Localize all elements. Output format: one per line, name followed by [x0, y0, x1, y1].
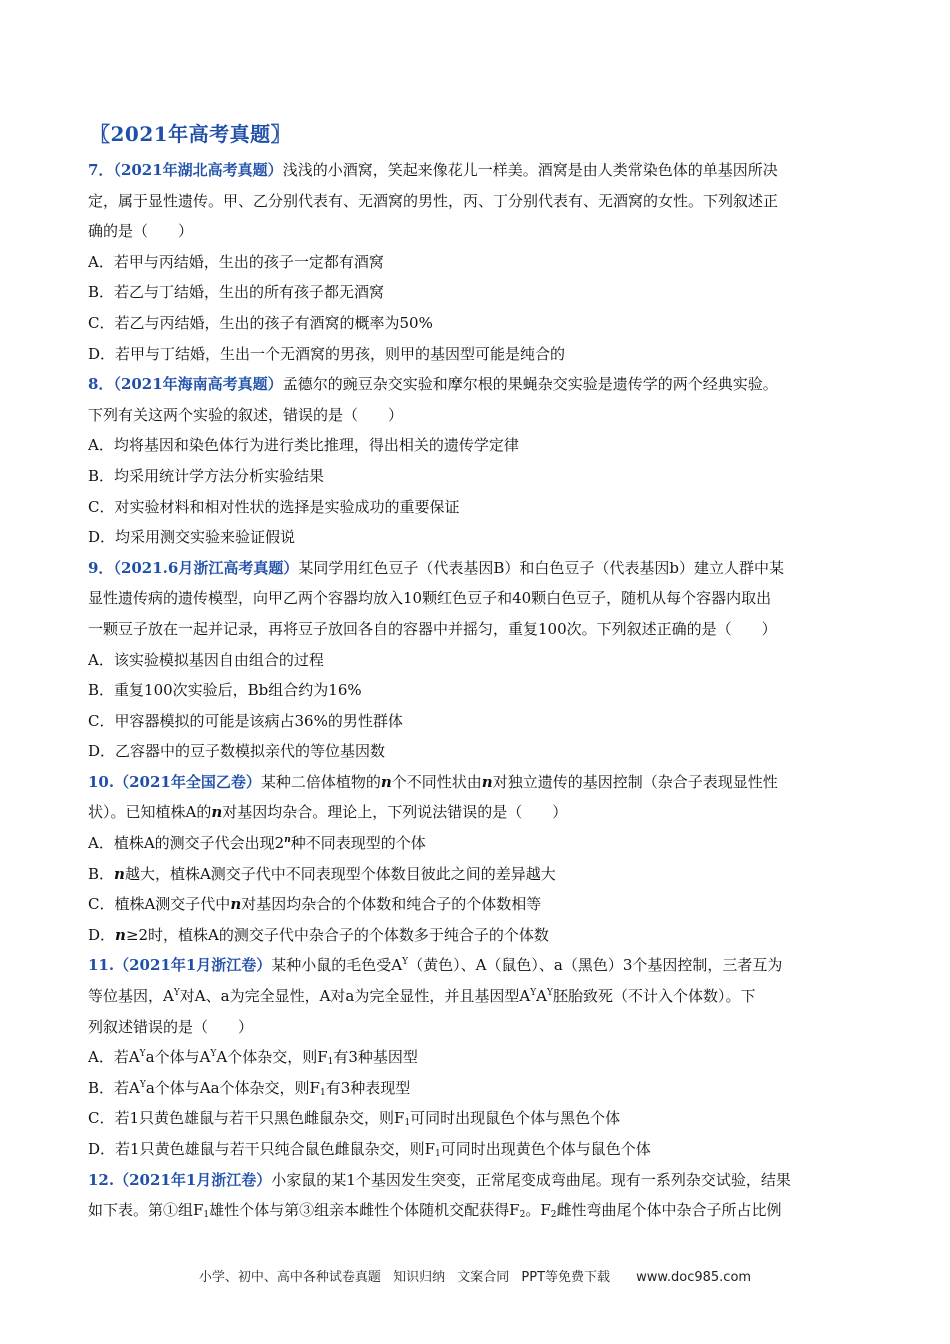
question-source: （2021年海南高考真题）	[113, 375, 283, 394]
superscript-y: Y	[139, 1049, 146, 1060]
option-text: A．若A	[88, 1048, 140, 1067]
option-c: C．若乙与丙结婚，生出的孩子有酒窝的概率为50%	[88, 313, 433, 332]
option-text: a个体与Aa个体杂交，则F	[145, 1078, 320, 1097]
option-d: D．若甲与丁结婚，生出一个无酒窝的男孩，则甲的基因型可能是纯合的	[88, 344, 566, 363]
variable-n: n	[380, 772, 392, 791]
option-text: C．若1只黄色雄鼠与若干只黑色雌鼠杂交，则F	[88, 1109, 405, 1128]
question-stem: 。F	[525, 1201, 551, 1220]
option-b	[88, 1073, 868, 1104]
question-stem: 下列有关这两个实验的叙述，错误的是（ ）	[88, 405, 404, 424]
option-text: 对基因均杂合的个体数和纯合子的个体数相等	[241, 895, 542, 914]
question-stem: 对A、a为完全显性，A对a为完全显性，并且基因型A	[179, 987, 531, 1006]
option-text: D．	[88, 925, 116, 944]
option-text: 种不同表现型的个体	[290, 834, 426, 853]
question-stem: 对基因均杂合。理论上，下列说法错误的是（ ）	[222, 803, 568, 822]
option-b	[88, 859, 868, 890]
subscript-2: 2	[550, 1210, 557, 1221]
question-stem: 小家鼠的某1个基因发生突变，正常尾变成弯曲尾。现有一系列杂交试验，结果	[271, 1170, 791, 1189]
question-stem: 胚胎致死（不计入个体数）。下	[552, 987, 756, 1006]
superscript-y: Y	[210, 1049, 217, 1060]
subscript-1: 1	[203, 1210, 210, 1221]
option-d	[88, 920, 868, 951]
subscript-2: 2	[519, 1210, 526, 1221]
superscript-y: Y	[530, 988, 537, 999]
superscript-y: Y	[546, 988, 553, 999]
question-number: 7．	[88, 161, 114, 179]
question-stem: 某种二倍体植物的	[260, 772, 381, 791]
superscript-y: Y	[173, 988, 180, 999]
option-d: D．乙容器中的豆子数模拟亲代的等位基因数	[88, 742, 386, 761]
question-stem: 列叙述错误的是（ ）	[88, 1017, 254, 1036]
question-source: （2021年湖北高考真题）	[113, 161, 283, 179]
document-page	[88, 118, 868, 1226]
footer-text: PPT等免费下载	[521, 1270, 611, 1285]
question-source: （2021.6月浙江高考真题）	[113, 558, 299, 577]
question-stem: 雄性个体与第③组亲本雌性个体随机交配获得F	[209, 1201, 520, 1220]
option-text: 可同时出现鼠色个体与黑色个体	[410, 1109, 621, 1128]
option-d	[88, 1134, 868, 1165]
subscript-1: 1	[404, 1118, 411, 1129]
option-text: 越大，植株A测交子代中不同表现型个体数目彼此之间的差异越大	[124, 864, 556, 883]
question-8	[88, 369, 868, 553]
question-number: 10.	[88, 772, 115, 791]
option-text: D．若1只黄色雄鼠与若干只纯合鼠色雌鼠杂交，则F	[88, 1140, 435, 1158]
question-number: 9．	[88, 558, 114, 577]
question-stem: 显性遗传病的遗传模型，向甲乙两个容器均放入10颗红色豆子和40颗白色豆子，随机从每个容器内取出	[88, 589, 772, 608]
question-11	[88, 950, 868, 1164]
question-stem: 雌性弯曲尾个体中杂合子所占比例	[556, 1201, 782, 1220]
subscript-1: 1	[319, 1087, 326, 1098]
subscript-1: 1	[327, 1057, 334, 1068]
variable-n: n	[481, 772, 493, 791]
question-stem: 对独立遗传的基因控制（杂合子表现显性性	[492, 772, 778, 791]
option-a: A．该实验模拟基因自由组合的过程	[88, 650, 324, 669]
footer-link[interactable]: www.doc985.com	[636, 1270, 752, 1285]
footer-text: 小学、初中、高中各种试卷真题	[198, 1270, 381, 1285]
option-b: B．均采用统计学方法分析实验结果	[88, 466, 325, 485]
option-text: A个体杂交，则F	[216, 1048, 328, 1067]
question-10	[88, 767, 868, 951]
question-stem: 定，属于显性遗传。甲、乙分别代表有、无酒窝的男性，丙、丁分别代表有、无酒窝的女性。下列叙述正	[88, 191, 779, 210]
option-text: 有3种基因型	[333, 1048, 418, 1067]
variable-n: n	[284, 835, 291, 846]
option-c: C．甲容器模拟的可能是该病占36%的男性群体	[88, 711, 403, 730]
option-text: A．植株A的测交子代会出现2	[88, 834, 285, 853]
question-number: 11.	[88, 956, 115, 975]
option-a: A．均将基因和染色体行为进行类比推理，得出相关的遗传学定律	[88, 436, 519, 455]
superscript-y: Y	[402, 957, 409, 968]
option-a: A．若甲与丙结婚，生出的孩子一定都有酒窝	[88, 252, 384, 271]
question-stem: 个不同性状由	[391, 772, 482, 791]
option-b: B．重复100次实验后，Bb组合约为16%	[88, 681, 362, 700]
question-stem: 某同学用红色豆子（代表基因B）和白色豆子（代表基因b）建立人群中某	[298, 558, 784, 577]
question-source: （2021年1月浙江卷）	[114, 956, 272, 975]
option-text: ≥2时，植株A的测交子代中杂合子的个体数多于纯合子的个体数	[125, 925, 549, 944]
question-12	[88, 1165, 868, 1226]
option-c	[88, 889, 868, 920]
question-stem: 孟德尔的豌豆杂交实验和摩尔根的果蝇杂交实验是遗传学的两个经典实验。	[282, 375, 778, 394]
question-number: 12.	[88, 1170, 115, 1189]
option-text: 可同时出现黄色个体与鼠色个体	[440, 1140, 651, 1158]
question-stem: A	[536, 987, 547, 1006]
option-d: D．均采用测交实验来验证假说	[88, 528, 296, 547]
question-source: （2021年1月浙江卷）	[114, 1170, 272, 1189]
variable-n: n	[115, 925, 126, 944]
option-text: a个体与A	[145, 1048, 211, 1067]
option-a	[88, 1042, 868, 1073]
question-stem: 如下表。第①组F	[88, 1201, 204, 1220]
option-b: B．若乙与丁结婚，生出的所有孩子都无酒窝	[88, 283, 385, 302]
question-stem: 一颗豆子放在一起并记录，再将豆子放回各自的容器中并摇匀，重复100次。下列叙述正确的是（ ）	[88, 619, 777, 638]
page-footer	[0, 1266, 950, 1285]
question-stem: 等位基因，A	[88, 987, 174, 1006]
question-number: 8．	[88, 375, 114, 394]
variable-n: n	[114, 864, 125, 883]
question-stem: 浅浅的小酒窝，笑起来像花儿一样美。酒窝是由人类常染色体的单基因所决	[282, 161, 778, 179]
footer-text: 文案合同	[457, 1270, 510, 1285]
option-text: 有3种表现型	[325, 1078, 411, 1097]
question-7	[88, 155, 868, 369]
option-c	[88, 1103, 868, 1134]
question-9	[88, 553, 868, 767]
question-stem: （黄色）、A（鼠色）、a（黑色）3个基因控制，三者互为	[408, 956, 783, 975]
option-text: B．	[88, 864, 115, 883]
variable-n: n	[211, 803, 223, 822]
option-text: C．植株A测交子代中	[88, 895, 231, 914]
option-text: B．若A	[88, 1078, 140, 1097]
subscript-1: 1	[434, 1149, 441, 1159]
section-title: 〖2021年高考真题〗	[90, 122, 292, 146]
question-stem: 确的是（ ）	[88, 222, 194, 241]
option-c: C．对实验材料和相对性状的选择是实验成功的重要保证	[88, 497, 460, 516]
question-source: （2021年全国乙卷）	[114, 772, 261, 791]
question-stem: 某种小鼠的毛色受A	[271, 956, 403, 975]
footer-text: 知识归纳	[393, 1270, 446, 1285]
option-a	[88, 828, 868, 859]
question-stem: 状）。已知植株A的	[88, 803, 212, 822]
superscript-y: Y	[139, 1079, 146, 1090]
variable-n: n	[230, 895, 242, 914]
